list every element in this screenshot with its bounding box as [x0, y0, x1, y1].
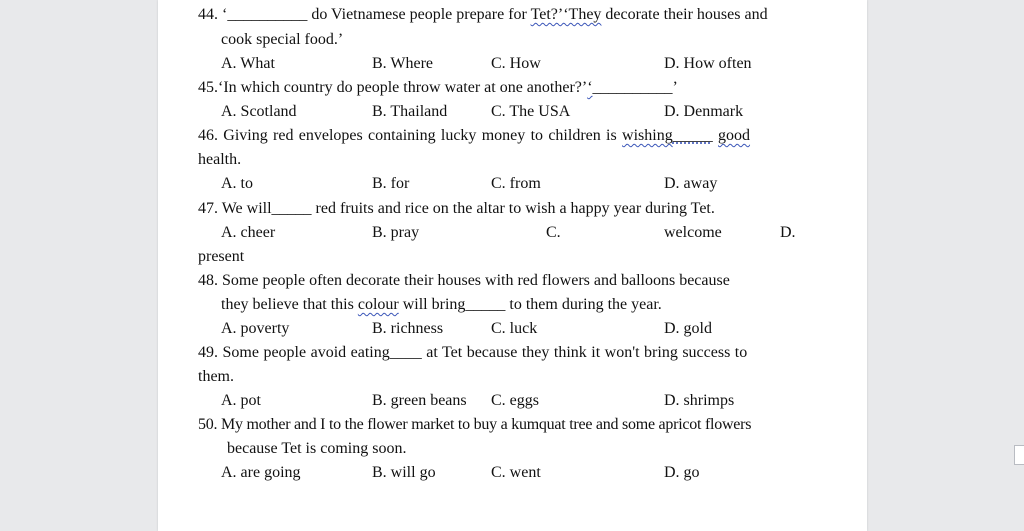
q47-option-c-label: C. [546, 224, 561, 241]
q45-option-a: A. Scotland [221, 103, 297, 120]
q49-option-b: B. green beans [372, 392, 467, 409]
q46-option-d: D. away [664, 175, 718, 192]
q44-option-b: B. Where [372, 55, 434, 72]
q46-continuation: health. [198, 151, 242, 168]
q44-tet-squiggle: Tet?’‘They [530, 6, 602, 23]
q45-blank: __________ [592, 79, 673, 96]
q47-option-c-text: welcome [664, 224, 722, 241]
q50-continuation: because Tet is coming soon. [227, 440, 407, 457]
q45-option-c: C. The USA [491, 103, 571, 120]
q44-continuation: cook special food.’ [221, 31, 344, 48]
q44-option-a: A. What [221, 55, 275, 72]
q47-option-b: B. pray [372, 224, 420, 241]
layout-options-handle[interactable] [1014, 445, 1024, 465]
q46-option-c: C. from [491, 175, 541, 192]
q48-colour-squiggle: colour [357, 296, 399, 313]
q48-text-a: they believe that this [221, 296, 358, 313]
q46-blank: _____ [672, 127, 713, 144]
q50-option-c: C. went [491, 464, 541, 481]
q50-option-a: A. are going [221, 464, 301, 481]
document-page [158, 0, 867, 531]
q44-option-d: D. How often [664, 55, 752, 72]
q49-continuation: them. [198, 368, 234, 385]
q48-option-c: C. luck [491, 320, 538, 337]
q48-option-b: B. richness [372, 320, 444, 337]
q50-text: 50. My mother and I to the flower market to buy a kumquat tree and some apricot flowers [198, 416, 752, 433]
q44-lead: 44. ‘ [198, 6, 228, 23]
q50-option-b: B. will go [372, 464, 436, 481]
q46-option-a: A. to [221, 175, 253, 192]
q49-option-c: C. eggs [491, 392, 539, 409]
q44-text2: decorate their houses and [601, 6, 768, 23]
q49-option-d: D. shrimps [664, 392, 735, 409]
q48-text-b: will bring_____ to them during the year. [398, 296, 662, 313]
q44-blank: __________ [227, 6, 308, 23]
q47-text: 47. We will_____ red fruits and rice on the altar to wish a happy year during Tet. [198, 200, 715, 217]
q48-option-d: D. gold [664, 320, 712, 337]
q45-end: ’ [672, 79, 678, 96]
q49-option-a: A. pot [221, 392, 261, 409]
q47-option-a: A. cheer [221, 224, 276, 241]
q46-text: 46. Giving red envelopes containing lucky money to children is [198, 127, 623, 144]
q46-wishing-squiggle: wishing [622, 127, 673, 144]
q46-option-b: B. for [372, 175, 410, 192]
q47-option-d-text: present [198, 248, 245, 265]
q45-option-d: D. Denmark [664, 103, 744, 120]
q44-option-c: C. How [491, 55, 541, 72]
q46-good-squiggle: good [718, 127, 751, 144]
q49-text: 49. Some people avoid eating____ at Tet because they think it won't bring success to [198, 344, 748, 361]
q48-text: 48. Some people often decorate their houses with red flowers and balloons because [198, 272, 730, 289]
q45-text: 45.‘In which country do people throw water at one another?’ [198, 79, 588, 96]
q48-option-a: A. poverty [221, 320, 290, 337]
q50-option-d: D. go [664, 464, 700, 481]
q44-text1: do Vietnamese people prepare for [307, 6, 531, 23]
q45-option-b: B. Thailand [372, 103, 448, 120]
q45-quote-squiggle: ‘ [587, 79, 593, 96]
q47-option-d-label: D. [780, 224, 796, 241]
